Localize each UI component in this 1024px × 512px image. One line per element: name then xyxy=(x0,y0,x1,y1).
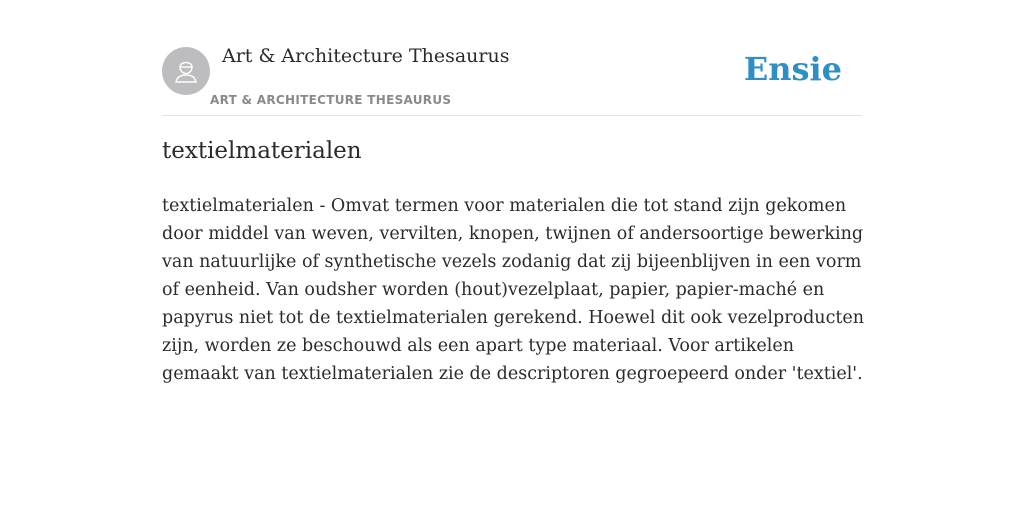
definition-text: textielmaterialen - Omvat termen voor materialen die tot stand zijn gekomen door middel van weven, vervilten, knopen, twijnen of andersoortige bewerking van natuurlijke of synthetische vezels zodanig dat zij bijeenblijven in een vorm of eenheid. Van oudsher worden (hout)vezelplaat, papier, papier-maché en papyrus niet tot de textielmaterialen gerekend. Hoewel dit ook vezelproducten zijn, worden ze beschouwd als een apart type materiaal. Voor artikelen gemaakt van textielmaterialen zie de descriptoren gegroepeerd onder 'textiel'. xyxy=(162,196,865,384)
ensie-logo[interactable]: Ensie xyxy=(743,50,842,88)
user-avatar-icon[interactable] xyxy=(162,47,210,95)
source-label[interactable]: ART & ARCHITECTURE THESAURUS xyxy=(210,93,452,107)
header-divider xyxy=(162,115,862,116)
author-name[interactable]: Art & Architecture Thesaurus xyxy=(222,45,510,67)
page-title: textielmaterialen xyxy=(162,138,362,164)
